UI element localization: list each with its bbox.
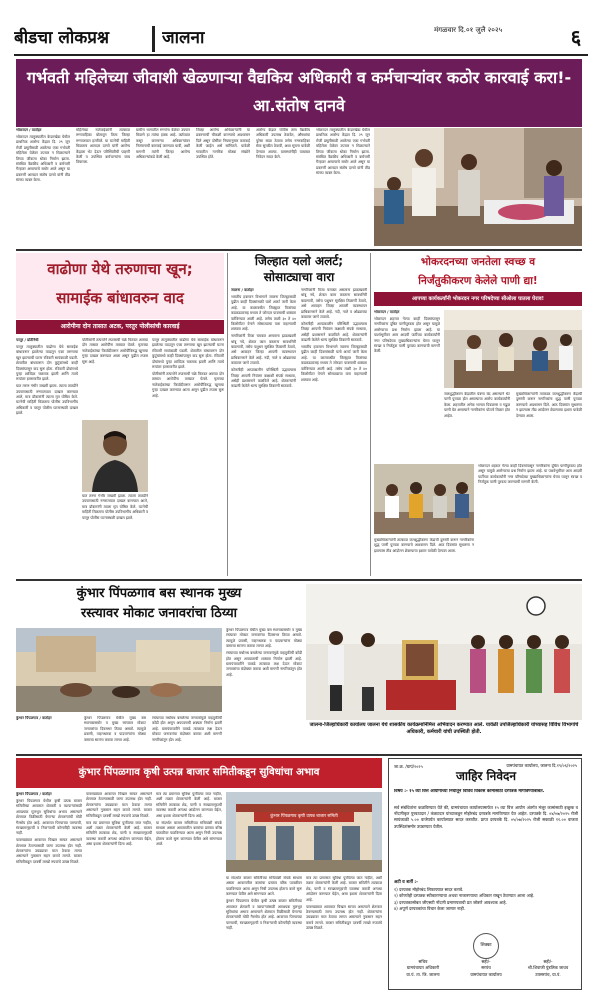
section-divider	[16, 579, 582, 581]
story4-text: भोकरदन शहरात गेल्या काही दिवसांपासून नागरिकांना दूषित पाणीपुरवठा होत असून यामुळे आरोग्याचा प्रश्न निर्माण झाला आहे. या पार्श्वभूमीवर आम आदमी पार्टीच्या कार्यकर्त्यांनी नगर परिषदेच्या मुख्याधिकाऱ्यांना घेराव घालून स्वच्छ व निर्जंतुक पाणी पुरवठा करण्याची मागणी केली.	[478, 464, 582, 485]
signature-title: सही/-	[481, 959, 491, 964]
story5-col-3	[152, 716, 222, 752]
signature-name: ग्रामपंचायत अधिकारी	[406, 965, 440, 971]
story2-text: यात तरुण गंभीर जखमी झाला. त्याला तातडीने उपचारासाठी रुग्णालयात दाखल करण्यात आले, मात्र डॉक्टरांनी त्याला मृत घोषित केले. घटनेची माहिती मिळताच पोलीस उपविभागीय अधिकारी व परतूर पोलीस घटनास्थळी दाखल झाले.	[82, 494, 148, 520]
story7-text: कुंभार पिंपळगाव येथील कृषी उत्पन्न बाजार समितीच्या आवारात शेतकरी व व्यापाऱ्यांसाठी आवश्यक मूलभूत सुविधांचा अभाव असल्याने शेतमाल विक्रीसाठी येणाऱ्या शेतकऱ्यांची मोठी गैरसोय होत आहे. आवारात पिण्याच्या पाण्याची, स्वच्छतागृहाची व निवाऱ्याची कोणतीही व्यवस्था नाही.	[226, 899, 302, 931]
story4-col-4	[478, 464, 582, 576]
story7-dateline: कुंभार पिंपळगाव / वार्ताहर	[16, 792, 52, 796]
public-notice	[388, 758, 582, 990]
story3-text: भारतीय हवामान विभागाने जालना जिल्ह्यासाठी पुढील काही दिवसांसाठी यलो अलर्ट जारी केला आहे. या कालावधीत जिल्ह्यात विजांच्या कडकडाटासह मध्यम ते जोरदार पावसाची शक्यता वर्तविण्यात आली आहे. तसेच ताशी ३० ते ४० किलोमीटर वेगाने सोसाट्याचा वारा वाहण्याची शक्यता आहे.	[301, 345, 367, 382]
section-divider	[16, 754, 582, 756]
story7-col-4	[226, 876, 302, 990]
notice-signature-left	[394, 959, 452, 985]
story2-text: यात तरुण गंभीर जखमी झाला. त्याला तातडीने उपचारासाठी रुग्णालयात दाखल करण्यात आले, मात्र डॉक्टरांनी त्याला मृत घोषित केले. घटनेची माहिती मिळताच पोलीस उपविभागीय अधिकारी व परतूर पोलीस घटनास्थळी दाखल झाले.	[16, 384, 78, 416]
signature-title: सचिव	[418, 959, 428, 964]
story1-col-4	[196, 128, 250, 246]
story5-col-2	[84, 716, 146, 752]
page-number: ६	[570, 25, 582, 49]
story7-photo-sign: कुंभार पिंपळगाव कृषी उत्पन्न बाजार समिती	[254, 812, 354, 822]
story1-col-2	[76, 128, 130, 246]
story4-headline: भोकरदनच्या जनतेला स्वच्छ व	[420, 256, 536, 268]
headline-banner	[16, 59, 582, 127]
story4-text: जलशुद्धीकरण केंद्रातील यंत्रणा बंद असल्याने थेट पाणी पुरवठा होत असल्याचा आरोप कार्यकर्त्यांनी केला. शहरातील अनेक भागात पिवळसर व गढूळ पाणी येत असल्याने नागरिकांना पोटाचे विकार होत आहेत.	[444, 392, 510, 418]
story2-col-2	[82, 338, 148, 418]
story4-text: भोकरदन शहरात गेल्या काही दिवसांपासून नागरिकांना दूषित पाणीपुरवठा होत असून यामुळे आरोग्याचा प्रश्न निर्माण झाला आहे. या पार्श्वभूमीवर आम आदमी पार्टीच्या कार्यकर्त्यांनी नगर परिषदेच्या मुख्याधिकाऱ्यांना घेराव घालून स्वच्छ व निर्जंतुक पाणी पुरवठा करण्याची मागणी केली.	[374, 316, 440, 354]
column-divider	[227, 253, 228, 576]
notice-title: जाहिर निवेदन	[455, 769, 517, 783]
story4-headline-2: निर्जंतुकीकरण केलेले पाणी द्या!	[418, 275, 538, 287]
story5-headline-2: रस्त्यावर मोकाट जनावरांचा ठिय्या	[80, 606, 238, 621]
signature-place: ग्रामपंचायत कार्यालय	[470, 971, 502, 977]
story4-col-1	[374, 310, 440, 460]
story3-col-2	[301, 288, 367, 576]
story1-text: आरोग्य केंद्रात चोवीस तास वैद्यकीय अधिकारी उपलब्ध ठेवावेत, औषधांचा पुरेसा साठा ठेवावा तसेच रुग्णवाहिका सेवा सुरळीत ठेवावी, अशा सूचना यावेळी देण्यात आल्या. ग्रामस्थांनीही याबाबत निवेदन सादर केले.	[256, 128, 310, 160]
story2-text: परतूर तालुक्यातील वाढोणा येथे सामाईक बांधावरून झालेल्या वादातून एका तरुणाचा खून झाल्याची घटना रविवारी सायंकाळी घडली. शेतातील बांधावरून दोन कुटुंबांमध्ये काही दिवसांपासून वाद सुरू होता. रविवारी दोघांमध्ये पुन्हा शाब्दिक चकमक झाली आणि त्याचे रूपांतर हाणामारीत झाले.	[16, 344, 78, 382]
market-building-image	[226, 792, 382, 872]
story7-text: पावसाळ्यात आवारात चिखल साचत असल्याने शेतमाल ठेवण्यासाठी जागा उपलब्ध होत नाही. शेतकऱ्यांना उघड्यावर माल ठेवावा लागत असल्याने नुकसान सहन करावे लागते. बाजार समितीकडून दरवर्षी लाखो रुपयांचे उत्पन्न मिळते.	[86, 792, 152, 818]
story1-text: महिलेच्या नातेवाईकांनी तात्काळ रुग्णवाहिका बोलावून तिला जिल्हा रुग्णालयात हलविले. या घटनेची माहिती मिळताच आमदार दानवे यांनी आरोग्य केंद्राला भेट देऊन परिस्थितीची पाहणी केली व उपस्थित कर्मचाऱ्यांना जाब विचारला.	[76, 128, 130, 165]
notice-condition: २) कोणतेही दरपत्रक स्वीकारण्याचा अथवा नाकारण्याचा अधिकार राखून ठेवण्यात आला आहे.	[394, 893, 535, 899]
signature-title: सही/-	[543, 959, 553, 964]
story4-dateline: भोकरदन / वार्ताहर	[374, 310, 400, 314]
signature-place: ग्रा.पं. ता. जि. जालना	[406, 971, 440, 977]
notice-condition: ४) अपूर्ण दरपत्रकांचा विचार केला जाणार नाही.	[394, 906, 466, 912]
story2-col-1	[16, 338, 78, 574]
story3-headline-2: सोसाट्याचा वारा	[263, 270, 335, 284]
notice-subject: विषय :- १५ व्या वित्त आयोगाच्या निधीतून विविध विकास कामांसाठी दरपत्रके मागविण्याबाबत.	[394, 789, 545, 794]
story3-text: कोणतीही आपत्कालीन परिस्थिती उद्भवल्यास जिल्हा आपत्ती नियंत्रण कक्षाशी संपर्क साधावा, असेही प्रशासनाने कळविले आहे. शेतकऱ्यांनी काढणी केलेले धान्य सुरक्षित ठिकाणी साठवावे.	[301, 321, 367, 343]
story1-text: भोकरदन तालुक्यातील केदारखेडा येथील प्राथमिक आरोग्य केंद्रात दि. २९ जून रोजी प्रसूतीसाठी आलेल्या एका गर्भवती महिलेला वेळेवर उपचार न मिळाल्याने तिच्या जीवाला धोका निर्माण झाला. संबंधित वैद्यकीय अधिकारी व कर्मचारी गैरहजर असल्याचे समोर आले असून या प्रकरणी आमदार संतोष दानवे यांनी तीव्र संताप व्यक्त केला.	[16, 134, 70, 183]
story3-headline: जिल्हात यलो अलर्ट;	[254, 254, 344, 268]
story3-text: भारतीय हवामान विभागाने जालना जिल्ह्यासाठी पुढील काही दिवसांसाठी यलो अलर्ट जारी केला आहे. या कालावधीत जिल्ह्यात विजांच्या कडकडाटासह मध्यम ते जोरदार पावसाची शक्यता वर्तविण्यात आली आहे. तसेच ताशी ३० ते ४० किलोमीटर वेगाने सोसाट्याचा वारा वाहण्याची शक्यता आहे.	[231, 294, 296, 332]
story2-text: पोलीसांनी तत्परतेने तपासाची चक्रे फिरवत अवघ्या दोन तासात आरोपींना ताब्यात घेतले. मृताच्या नातेवाईकांच्या फिर्यादीवरून आरोपींविरुद्ध खुनाचा गुन्हा दाखल करण्यात आला असून पुढील तपास सुरू आहे.	[82, 338, 148, 364]
story5-col-4	[226, 628, 302, 752]
masthead-separator	[152, 26, 155, 52]
person-portrait-image	[82, 420, 148, 492]
story7-text: पावसाळ्यात आवारात चिखल साचत असल्याने शेतमाल ठेवण्यासाठी जागा उपलब्ध होत नाही. शेतकऱ्यांना उघड्यावर माल ठेवावा लागत असल्याने नुकसान सहन करावे लागते. बाजार समितीकडून दरवर्षी लाखो रुपयांचे उत्पन्न मिळते.	[16, 838, 82, 864]
story4-col-2	[444, 392, 510, 460]
story7-text: मात्र त्या प्रमाणात सुविधा पुरविल्या जात नाहीत, अशी तक्रार शेतकऱ्यांनी केली आहे. बाजार समितीने तात्काळ शेड, पाणी व स्वच्छतागृहाची व्यवस्था करावी अन्यथा आंदोलन करण्यात येईल, असा इशारा शेतकऱ्यांनी दिला आहे.	[86, 820, 152, 847]
story3-dateline: जालना / वार्ताहर	[231, 288, 254, 292]
notice-signature-right	[517, 959, 579, 985]
notice-stamp	[473, 933, 499, 959]
story3-text: नागरिकांनी विजा चमकत असताना झाडाखाली थांबू नये, शेतात काम करताना सावधगिरी बाळगावी, तसेच पशुधन सुरक्षित ठिकाणी ठेवावे, असे आवाहन जिल्हा आपत्ती व्यवस्थापन प्राधिकरणाने केले आहे. नदी, नाले व ओढ्याच्या काठावर जाणे टाळावे.	[301, 288, 367, 320]
notice-conditions	[394, 887, 578, 927]
story1-text: ग्रामीण भागातील रुग्णांना वेळेवर उपचार मिळणे हा त्यांचा हक्क आहे. कर्तव्यात कसूर करणाऱ्या अधिकाऱ्यांवर निलंबनाची कारवाई करण्यात यावी, अशी मागणी त्यांनी जिल्हा आरोग्य अधिकाऱ्यांकडे केली आहे.	[136, 128, 190, 160]
story3-headline-box	[231, 253, 367, 285]
story6-caption: जालना-जिल्हाधिकारी कार्यालय जालना येथे शासकीय कार्यक्रमानिमित्त अभिवादन करण्यात आले. यावेळी उपजिल्हाधिकारी यांच्यासह विविध विभागांचे अधिकारी, कर्मचारी यांची उपस्थिती होती.	[309, 722, 579, 736]
signature-name: श्री.शिवाजी पुंडलिक जाधव	[527, 965, 569, 971]
story7-text: मात्र त्या प्रमाणात सुविधा पुरविल्या जात नाहीत, अशी तक्रार शेतकऱ्यांनी केली आहे. बाजार समितीने तात्काळ शेड, पाणी व स्वच्छतागृहाची व्यवस्था करावी अन्यथा आंदोलन करण्यात येईल, असा इशारा शेतकऱ्यांनी दिला आहे.	[156, 792, 222, 818]
notice-body: सर्व संबंधितांना कळविण्यात येते की, ग्रामपंचायत कार्यालयामार्फत १५ व्या वित्त आयोग अंतर्गत मंजूर कामांसाठी इच्छुक व नोंदणीकृत पुरवठादार / कंत्राटदार यांच्याकडून मोहोरबंद दरपत्रके मागविण्यात येत आहेत. दरपत्रके दि. ०४/०७/२०२५ रोजी सायंकाळी ५.०० वाजेपर्यंत कार्यालयात सादर करावीत. प्राप्त दरपत्रके दि. ०५/०७/२०२५ रोजी सकाळी ११.०० वाजता उपस्थितांसमोर उघडण्यात येतील.	[394, 805, 578, 829]
story5-col-1	[16, 716, 78, 752]
masthead	[14, 22, 588, 56]
story7-text: मात्र त्या प्रमाणात सुविधा पुरविल्या जात नाहीत, अशी तक्रार शेतकऱ्यांनी केली आहे. बाजार समितीने तात्काळ शेड, पाणी व स्वच्छतागृहाची व्यवस्था करावी अन्यथा आंदोलन करण्यात येईल, असा इशारा शेतकऱ्यांनी दिला आहे.	[306, 876, 382, 902]
story7-headline: कुंभार पिंपळगाव कृषी उत्पन्न बाजार समितीकडून सुविधांचा अभाव	[78, 767, 320, 778]
story4-photo-1	[444, 310, 582, 388]
paper-name: बीडचा लोकप्रश्न	[14, 28, 109, 48]
notice-header-right: ग्रामपंचायत कार्यालय, जालना दि.१९/०६/२०२५	[506, 763, 577, 768]
story2-text: परतूर तालुक्यातील वाढोणा येथे सामाईक बांधावरून झालेल्या वादातून एका तरुणाचा खून झाल्याची घटना रविवारी सायंकाळी घडली. शेतातील बांधावरून दोन कुटुंबांमध्ये काही दिवसांपासून वाद सुरू होता. रविवारी दोघांमध्ये पुन्हा शाब्दिक चकमक झाली आणि त्याचे रूपांतर हाणामारीत झाले.	[152, 338, 224, 370]
story5-headline: कुंभार पिंपळगाव बस स्थानक मुख्य	[76, 586, 242, 601]
notice-condition: १) दरपत्रक मोहोरबंद लिफाफ्यात सादर करावे.	[394, 887, 464, 892]
story1-text: जिल्हा आरोग्य अधिकाऱ्यांनी या प्रकरणाची चौकशी करण्याचे आश्वासन दिले असून दोषींवर नियमानुसार कारवाई केली जाईल असे सांगितले. यावेळी गावातील नागरिक मोठ्या संख्येने उपस्थित होते.	[196, 128, 250, 160]
edition-name: जालना	[162, 28, 205, 48]
signature-name: सरपंच	[481, 965, 491, 971]
story7-col-3	[156, 792, 222, 990]
story2-text: पोलीसांनी तत्परतेने तपासाची चक्रे फिरवत अवघ्या दोन तासात आरोपींना ताब्यात घेतले. मृताच्या नातेवाईकांच्या फिर्यादीवरून आरोपींविरुद्ध खुनाचा गुन्हा दाखल करण्यात आला असून पुढील तपास सुरू आहे.	[152, 371, 224, 398]
hospital-visit-image	[374, 128, 582, 246]
protest-group-image	[374, 464, 474, 534]
column-divider	[370, 253, 371, 576]
story7-col-5	[306, 876, 382, 990]
notice-signature-middle	[457, 959, 515, 985]
story7-headline-banner	[16, 758, 382, 788]
story7-photo	[226, 792, 382, 872]
story2-headline-box	[16, 253, 224, 319]
story4-col-3	[516, 392, 582, 460]
story4-text: मुख्याधिकाऱ्यांनी तात्काळ जलशुद्धीकरण केंद्राची दुरुस्ती करून नागरिकांना शुद्ध पाणी पुरवठा करण्याचे आश्वासन दिले. आठ दिवसांत सुधारणा न झाल्यास तीव्र आंदोलन छेडण्याचा इशारा यावेळी देण्यात आला.	[516, 392, 582, 418]
story2-col-4	[152, 338, 224, 574]
story4-headline-box	[374, 253, 582, 291]
story4-photo-2	[374, 464, 474, 534]
story2-headline-2: सामाईक बांधावरुन वाद	[56, 289, 184, 307]
story3-col-1	[231, 288, 296, 576]
story5-headline-box	[16, 584, 302, 624]
cattle-road-image	[16, 628, 222, 712]
story1-headline: गर्भवती महिलेच्या जीवाशी खेळणाऱ्या वैद्यकिय अधिकारी व कर्मचाऱ्यांवर कठोर कारवाई करा!-आ.संतोष दानवे	[26, 68, 572, 115]
notice-stamp-label: शिक्का	[480, 943, 492, 948]
story7-col-2	[86, 792, 152, 990]
notice-condition: ३) दरपत्रकासोबत जीएसटी नोंदणी प्रमाणपत्राची प्रत जोडणे आवश्यक आहे.	[394, 899, 507, 905]
story4-text: मुख्याधिकाऱ्यांनी तात्काळ जलशुद्धीकरण केंद्राची दुरुस्ती करून नागरिकांना शुद्ध पाणी पुरवठा करण्याचे आश्वासन दिले. आठ दिवसांत सुधारणा न झाल्यास तीव्र आंदोलन छेडण्याचा इशारा यावेळी देण्यात आला.	[374, 538, 474, 553]
story5-text: कुंभार पिंपळगाव येथील मुख्य बस स्थानकासमोर व मुख्य रस्त्यावर मोकाट जनावरांचा दिवसभर ठिय्या असतो. त्यामुळे प्रवासी, वाहनधारक व पादचाऱ्यांना मोठ्या त्रासाचा सामना करावा लागत आहे.	[226, 628, 302, 649]
story1-text: भोकरदन तालुक्यातील केदारखेडा येथील प्राथमिक आरोग्य केंद्रात दि. २९ जून रोजी प्रसूतीसाठी आलेल्या एका गर्भवती महिलेला वेळेवर उपचार न मिळाल्याने तिच्या जीवाला धोका निर्माण झाला. संबंधित वैद्यकीय अधिकारी व कर्मचारी गैरहजर असल्याचे समोर आले असून या प्रकरणी आमदार संतोष दानवे यांनी तीव्र संताप व्यक्त केला.	[316, 128, 370, 176]
story4-subheadline: आपच्या कार्यकर्त्यांनी भोकरदन नगर परिषदेच्या सीओला घातला घेराव!	[374, 292, 582, 306]
story1-col-3	[136, 128, 190, 246]
story5-photo	[16, 628, 222, 712]
story5-text: कुंभार पिंपळगाव येथील मुख्य बस स्थानकासमोर व मुख्य रस्त्यावर मोकाट जनावरांचा दिवसभर ठिय्या असतो. त्यामुळे प्रवासी, वाहनधारक व पादचाऱ्यांना मोठ्या त्रासाचा सामना करावा लागत आहे.	[84, 716, 146, 742]
official-event-image	[306, 584, 582, 720]
story7-text: पावसाळ्यात आवारात चिखल साचत असल्याने शेतमाल ठेवण्यासाठी जागा उपलब्ध होत नाही. शेतकऱ्यांना उघड्यावर माल ठेवावा लागत असल्याने नुकसान सहन करावे लागते. बाजार समितीकडून दरवर्षी लाखो रुपयांचे उत्पन्न मिळते.	[306, 904, 382, 931]
story7-text: या संदर्भात बाजार समितीच्या सचिवांशी संपर्क साधला असता आवारातील कामांचा प्रस्ताव वरिष्ठ पातळीवर पाठविण्यात आला असून निधी उपलब्ध होताच कामे सुरू करण्यात येतील असे सांगण्यात आले.	[156, 820, 222, 847]
story1-photo	[374, 128, 582, 246]
story1-col-6	[316, 128, 370, 246]
story3-text: कोणतीही आपत्कालीन परिस्थिती उद्भवल्यास जिल्हा आपत्ती नियंत्रण कक्षाशी संपर्क साधावा, असेही प्रशासनाने कळविले आहे. शेतकऱ्यांनी काढणी केलेले धान्य सुरक्षित ठिकाणी साठवावे.	[231, 368, 296, 389]
story5-dateline: कुंभार पिंपळगाव / वार्ताहर	[16, 716, 52, 720]
office-meeting-image	[444, 310, 582, 388]
story2-dateline: परतूर / प्रतिनिधी	[16, 338, 39, 342]
story2-headline: वाढोणा येथे तरुणाचा खून;	[47, 260, 193, 278]
story2-subheadline: आरोपीना दोन तासात अटक, परतुर पोलीसांची कारवाई	[16, 320, 224, 334]
notice-conditions-title: अटी व शर्ती :-	[394, 880, 418, 885]
section-divider	[16, 249, 582, 251]
story7-text: कुंभार पिंपळगाव येथील कृषी उत्पन्न बाजार समितीच्या आवारात शेतकरी व व्यापाऱ्यांसाठी आवश्यक मूलभूत सुविधांचा अभाव असल्याने शेतमाल विक्रीसाठी येणाऱ्या शेतकऱ्यांची मोठी गैरसोय होत आहे. आवारात पिण्याच्या पाण्याची, स्वच्छतागृहाची व निवाऱ्याची कोणतीही व्यवस्था नाही.	[16, 798, 82, 836]
story3-text: नागरिकांनी विजा चमकत असताना झाडाखाली थांबू नये, शेतात काम करताना सावधगिरी बाळगावी, तसेच पशुधन सुरक्षित ठिकाणी ठेवावे, असे आवाहन जिल्हा आपत्ती व्यवस्थापन प्राधिकरणाने केले आहे. नदी, नाले व ओढ्याच्या काठावर जाणे टाळावे.	[231, 334, 296, 366]
victim-photo	[82, 420, 148, 492]
signature-place: उपसरपंच, ग्रा.पं.	[535, 971, 561, 977]
story7-text: या संदर्भात बाजार समितीच्या सचिवांशी संपर्क साधला असता आवारातील कामांचा प्रस्ताव वरिष्ठ पातळीवर पाठविण्यात आला असून निधी उपलब्ध होताच कामे सुरू करण्यात येतील असे सांगण्यात आले.	[226, 876, 302, 897]
issue-date: मंगळवार दि.०१ जुलै २०२५	[434, 26, 503, 34]
story1-dateline: भोकरदन / वार्ताहर	[16, 128, 42, 132]
story1-col-5	[256, 128, 310, 246]
story5-text: रस्त्याच्या मधोमध बसलेल्या जनावरांमुळे वाहतुकीची कोंडी होत असून अपघाताची शक्यता निर्माण झाली आहे. ग्रामपंचायतीने याकडे तात्काळ लक्ष देऊन मोकाट जनावरांचा बंदोबस्त करावा अशी मागणी नागरिकांतून होत आहे.	[226, 651, 302, 677]
story2-col-3	[82, 494, 148, 574]
notice-header-left: जा.क्र. /ग्रापं/२०२५	[394, 764, 423, 769]
story4-col-5	[374, 538, 474, 576]
story1-col-1	[16, 128, 70, 246]
story7-col-1	[16, 792, 82, 990]
story5-text: रस्त्याच्या मधोमध बसलेल्या जनावरांमुळे वाहतुकीची कोंडी होत असून अपघाताची शक्यता निर्माण झाली आहे. ग्रामपंचायतीने याकडे तात्काळ लक्ष देऊन मोकाट जनावरांचा बंदोबस्त करावा अशी मागणी नागरिकांतून होत आहे.	[152, 716, 222, 742]
story6-photo	[306, 584, 582, 720]
